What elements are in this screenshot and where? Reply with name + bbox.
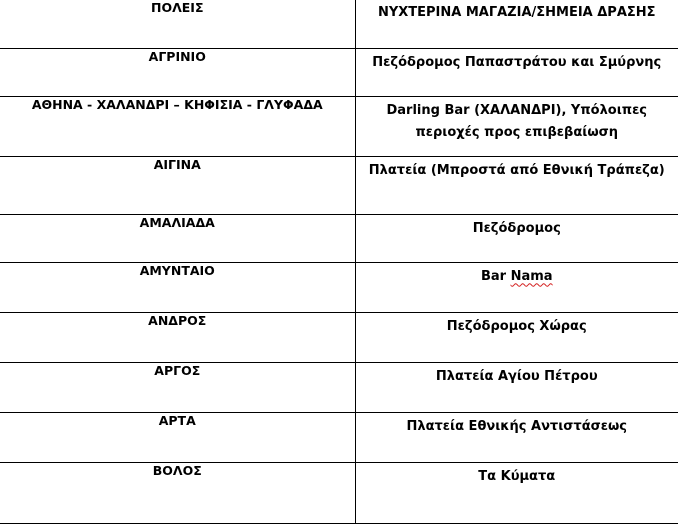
city-cell: ΑΘΗΝΑ - ΧΑΛΑΝΔΡΙ – ΚΗΦΙΣΙΑ - ΓΛΥΦΑΔΑ	[0, 96, 355, 156]
table-row	[0, 262, 678, 312]
city-cell: ΑΙΓΙΝΑ	[0, 156, 355, 214]
table-row	[0, 48, 678, 96]
city-cell: ΑΝΔΡΟΣ	[0, 312, 355, 362]
city-cell: ΑΜΑΛΙΑΔΑ	[0, 214, 355, 262]
place-cell: Πλατεία Εθνικής Αντιστάσεως	[355, 412, 678, 462]
place-cell: Πλατεία (Μπροστά από Εθνική Τράπεζα)	[355, 156, 678, 214]
spellcheck-flagged-word: Nama	[510, 268, 553, 284]
place-cell	[355, 262, 678, 312]
table-row	[0, 96, 678, 156]
place-cell: Πλατεία Αγίου Πέτρου	[355, 362, 678, 412]
place-prefix: Bar	[480, 268, 511, 284]
city-cell: ΑΓΡΙΝΙΟ	[0, 48, 355, 96]
table-row	[0, 362, 678, 412]
city-cell: ΑΡΤΑ	[0, 412, 355, 462]
place-cell: Darling Bar (ΧΑΛΑΝΔΡΙ), Υπόλοιπες περιοχές προς επιβεβαίωση	[355, 96, 678, 156]
city-cell: ΑΡΓΟΣ	[0, 362, 355, 412]
header-places-cell: ΝΥΧΤΕΡΙΝΑ ΜΑΓΑΖΙΑ/ΣΗΜΕΙΑ ΔΡΑΣΗΣ	[355, 0, 678, 48]
place-cell: Πεζόδρομος	[355, 214, 678, 262]
city-cell: ΑΜΥΝΤΑΙΟ	[0, 262, 355, 312]
table-row	[0, 412, 678, 462]
table-row	[0, 462, 678, 523]
city-cell: ΒΟΛΟΣ	[0, 462, 355, 523]
table-row	[0, 156, 678, 214]
table-header-row	[0, 0, 678, 48]
header-cities-cell: ΠΟΛΕΙΣ	[0, 0, 355, 48]
place-cell: Πεζόδρομος Χώρας	[355, 312, 678, 362]
place-cell: Πεζόδρομος Παπαστράτου και Σμύρνης	[355, 48, 678, 96]
table-row	[0, 214, 678, 262]
table-row	[0, 312, 678, 362]
place-cell: Τα Κύματα	[355, 462, 678, 523]
